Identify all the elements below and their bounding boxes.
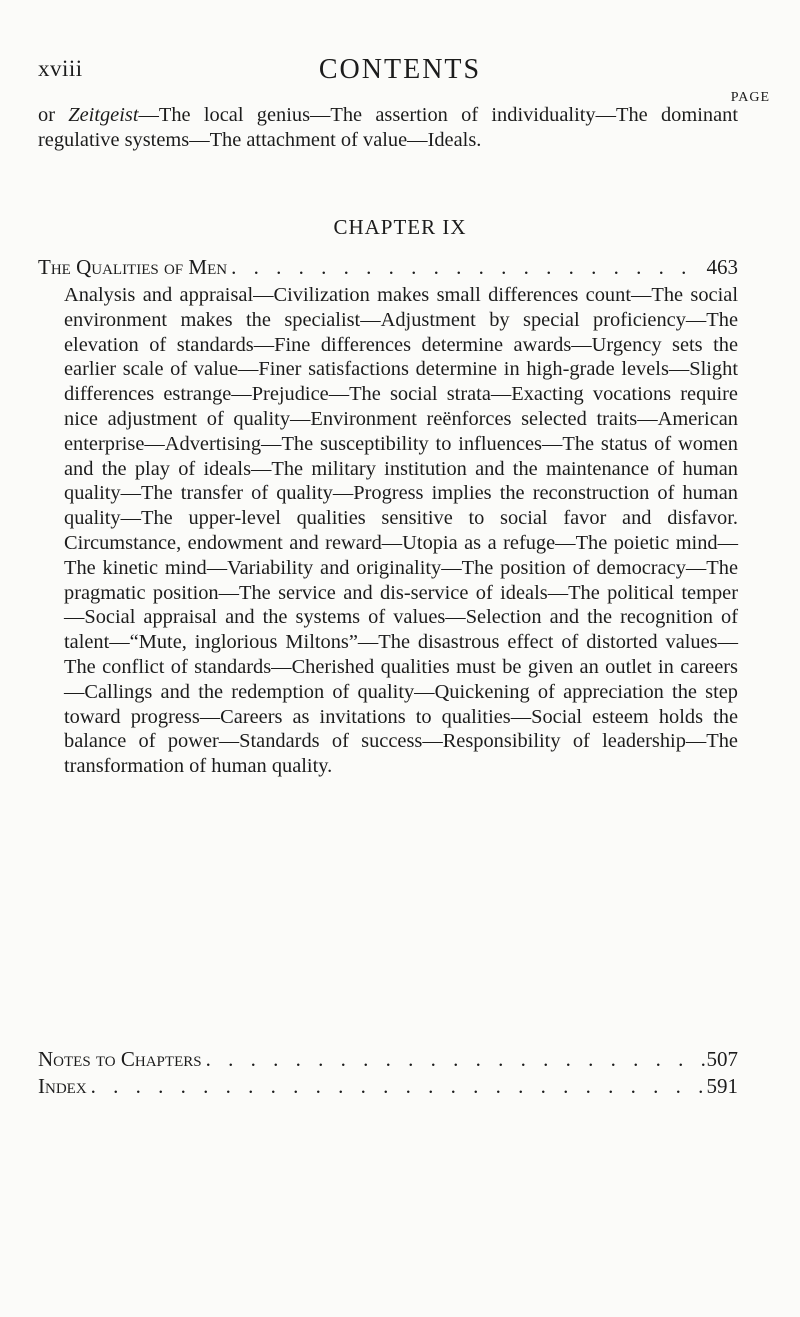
toc-entry-index[interactable] xyxy=(38,1073,738,1099)
toc-entry-title: Index xyxy=(38,1074,87,1098)
chapter-synopsis: Analysis and appraisal—Civilization makes small differences count—The social environment makes the specialist—Adjustment by special proficiency—The elevation of standards—Fine differences determine awards—Urgency sets the earlier scale of value—Finer satisfactions determine in high-grade levels—Slight differences estrange—Prejudice—The social strata—Exacting vocations require nice adjustment of quality—Environment reënforces selected traits—American enterprise—Advertising—The susceptibility to influences—The status of women and the play of ideals—The military institution and the maintenance of human quality—The transfer of quality—Progress implies the reconstruction of human quality—The upper-level qualities sensitive to social favor and disfavor. Circumstance, endowment and reward—Utopia as a refuge—The poietic mind—The kinetic mind—Variability and originality—The position of democracy—The pragmatic position—The service and dis-service of ideals—The political temper—Social appraisal and the systems of values—Selection and the recognition of talent—“Mute, inglorious Miltons”—The disastrous effect of distorted values—The conflict of standards—Cherished qualities must be given an outlet in careers—Callings and the redemption of quality—Quickening of appreciation the step toward progress—Careers as invitations to qualities—Social esteem holds the balance of power—Standards of success—Responsibility of leadership—The transformation of human quality. xyxy=(64,284,738,778)
dot-leader xyxy=(227,254,704,280)
toc-entry-title: The Qualities of Men xyxy=(38,255,228,279)
toc-entry-page-number: 463 xyxy=(706,255,738,279)
toc-entry-page-number: 507 xyxy=(706,1047,738,1071)
toc-entry-page-number: 591 xyxy=(706,1074,738,1098)
dot-leader xyxy=(87,1073,705,1099)
toc-entry-notes[interactable] xyxy=(38,1046,738,1072)
page-column-label: PAGE xyxy=(730,90,770,105)
toc-entry-chapter-ix[interactable] xyxy=(38,254,738,280)
intro-paragraph: or Zeitgeist—The local genius—The assertion of individuality—The dominant regulative systems—The attachment of value—Ideals. xyxy=(38,104,738,151)
chapter-heading: CHAPTER IX xyxy=(333,215,467,239)
running-head: CONTENTS xyxy=(318,54,482,85)
toc-entry-title: Notes to Chapters xyxy=(38,1047,202,1071)
page-folio: xviii xyxy=(38,56,83,81)
dot-leader xyxy=(202,1046,705,1072)
